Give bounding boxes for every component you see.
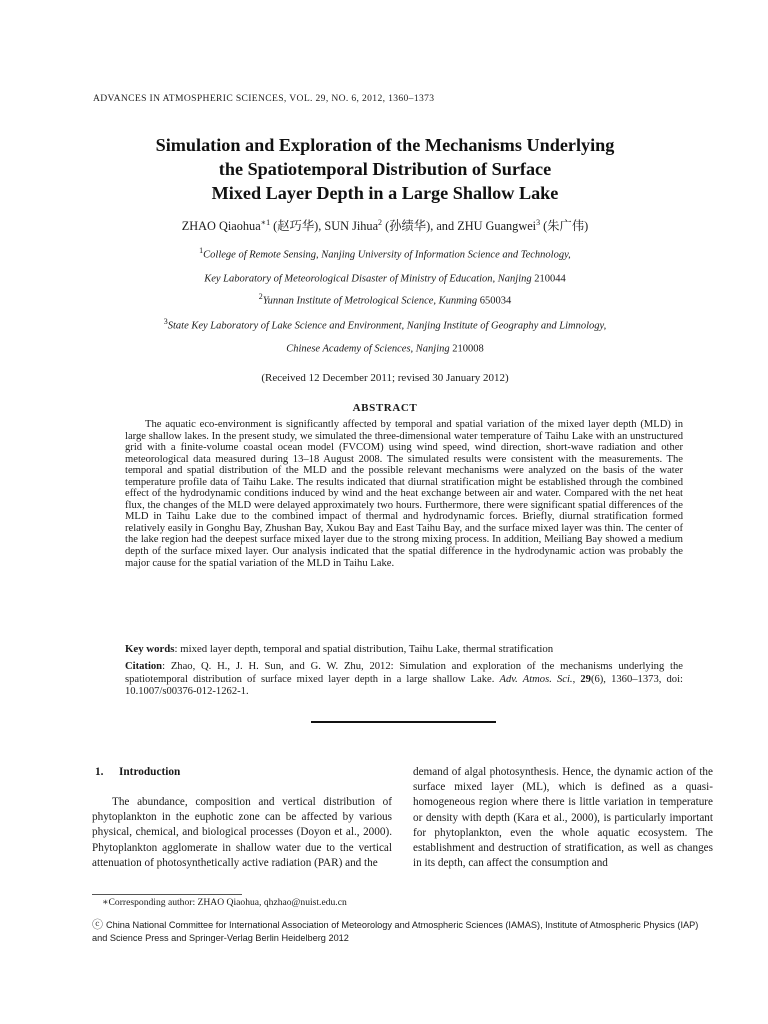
author-marker: 3 <box>536 217 541 227</box>
author-name: ZHU Guangwei <box>457 219 537 233</box>
body-paragraph: The abundance, composition and vertical distribution of phytoplankton in the euphotic zone can be affected by various physical, chemical, and biological processes (Doyon et al., 2000). Phytoplankton agglomerate in shallow water due to the vertical attenuation of photosynthetically active radiation (PAR) and the <box>92 796 392 869</box>
author-chinese-name: (赵巧华), <box>270 219 325 233</box>
journal-header: ADVANCES IN ATMOSPHERIC SCIENCES, VOL. 29, NO. 6, 2012, 1360–1373 <box>93 93 435 104</box>
affiliation-line <box>80 340 690 355</box>
abstract-heading: ABSTRACT <box>352 402 418 414</box>
section-title: Introduction <box>119 766 181 778</box>
body-column-left <box>92 795 392 871</box>
copyright-text: China National Committee for International Association of Meteorology and Atmospheric Sciences (IAMAS), Institute of Atmospheric Physics (IAP) and Science Press and Springer-Verlag Berlin Heidelberg 2012 <box>92 920 699 943</box>
citation-rest: (6), 1360–1373, doi: 10.1007/s00376-012-1262-1. <box>125 673 683 698</box>
separator-rule <box>311 721 496 723</box>
author-marker: 2 <box>378 217 383 227</box>
affiliation-text: State Key Laboratory of Lake Science and Environment, Nanjing Institute of Geography and Limnology, <box>167 320 607 332</box>
corresponding-author-note: ∗Corresponding author: ZHAO Qiaohua, qhzhao@nuist.edu.cn <box>102 897 347 908</box>
affiliation-line <box>80 246 690 261</box>
title-line: Mixed Layer Depth in a Large Shallow Lake <box>211 183 559 203</box>
citation: Citation: Zhao, Q. H., J. H. Sun, and G. W. Zhu, 2012: Simulation and exploration of the mechanisms underlying the spatiotemporal distribution of surface mixed layer depth in a large shallow Lake. Adv. Atmos. Sci., 29(6), 1360–1373, doi: 10.1007/s00376-012-1262-1. <box>125 661 683 698</box>
keywords-label: Key words <box>125 643 175 655</box>
citation-label: Citation <box>125 661 163 672</box>
copyright-icon: ⓒ <box>92 919 103 931</box>
author-marker: ∗1 <box>260 217 271 227</box>
abstract-text: The aquatic eco-environment is significantly affected by temporal and spatial variation of the mixed layer depth (MLD) in large shallow lakes. In the present study, we simulated the three-dimensional water temperature of Taihu Lake with an unstructured grid with a finite-volume coastal ocean model (FVCOM) using wind speed, wind direction, short-wave radiation and other meteorological data measured during 13–18 August 2008. The simulated results were consistent with the measurements. The temporal and spatial distribution of the MLD and the possible relevant mechanisms were analyzed on the basis of the water temperature profile data of Taihu Lake. The results indicated that diurnal stratification might be established through the combined effect of the hydrodynamic conditions induced by wind and the heat exchange between air and water. Compared with the net heat flux, the changes of the MLD were delayed approximately two hours. Furthermore, there were significant spatial differences of the MLD in Taihu Lake due to the combined impact of thermal and hydrodynamic forces. Briefly, diurnal stratification formed relatively easily in Gonghu Bay, Zhushan Bay, Xukou Bay and East Taihu Bay, and the surface mixed layer was thin. The center of the lake region had the deepest surface mixed layer due to the strong mixing process. In addition, Meiliang Bay showed a medium depth of the surface mixed layer. Our analysis indicated that the spatial difference in the hydrodynamic action was probably the major cause for the spatial variation of the MLD in Taihu Lake. <box>125 419 683 569</box>
citation-text: : Zhao, Q. H., J. H. Sun, and G. W. Zhu, 2012: Simulation and exploration of the mechanisms underlying the spatiotemporal distribution of surface mixed layer depth in a large shallow Lake. <box>125 661 683 685</box>
copyright-note <box>92 919 712 944</box>
body-column-right <box>413 765 713 871</box>
title-line: the Spatiotemporal Distribution of Surface <box>218 159 552 179</box>
citation-volume: 29 <box>580 673 591 685</box>
affiliation-line <box>80 317 690 332</box>
section-heading <box>95 766 180 778</box>
affiliation-line <box>80 292 690 307</box>
paper-title <box>90 133 680 205</box>
received-dates: (Received 12 December 2011; revised 30 January 2012) <box>261 372 509 384</box>
title-line: Simulation and Exploration of the Mechanisms Underlying <box>155 135 615 155</box>
author-name: SUN Jihua <box>324 219 379 233</box>
body-paragraph: demand of algal photosynthesis. Hence, the dynamic action of the surface mixed layer (ML), which is defined as a quasi-homogeneous region where there is little variation in temperature or density with depth (Kara et al., 2000), is particularly important for phytoplankton, even the whole aquatic ecosystem. The establishment and destruction of stratification, as well as changes in its depth, can affect the consumption and <box>413 766 713 870</box>
postal-code: 650034 <box>477 295 512 307</box>
postal-code: 210044 <box>531 273 566 285</box>
affiliation-line <box>80 270 690 285</box>
affiliation-marker: 2 <box>258 292 263 301</box>
keywords <box>125 643 683 655</box>
affiliation-text: College of Remote Sensing, Nanjing University of Information Science and Technology, <box>203 249 571 261</box>
affiliation-marker: 3 <box>163 317 168 326</box>
affiliation-marker: 1 <box>199 246 204 255</box>
affiliation-text: Key Laboratory of Meteorological Disaster of Ministry of Education, Nanjing <box>204 273 532 285</box>
affiliation-text: Chinese Academy of Sciences, Nanjing <box>286 343 450 355</box>
keywords-text: : mixed layer depth, temporal and spatial distribution, Taihu Lake, thermal stratification <box>174 643 554 655</box>
citation-journal: Adv. Atmos. Sci. <box>499 673 573 685</box>
affiliation-text: Yunnan Institute of Metrological Science, Kunming <box>262 295 478 307</box>
postal-code: 210008 <box>449 343 484 355</box>
author-chinese-name: (孙绩华), and <box>382 219 458 233</box>
author-list <box>90 216 680 234</box>
section-number: 1. <box>95 766 104 778</box>
footnote-rule <box>92 894 242 895</box>
author-chinese-name: (朱广伟) <box>540 219 589 233</box>
author-name: ZHAO Qiaohua <box>181 219 261 233</box>
